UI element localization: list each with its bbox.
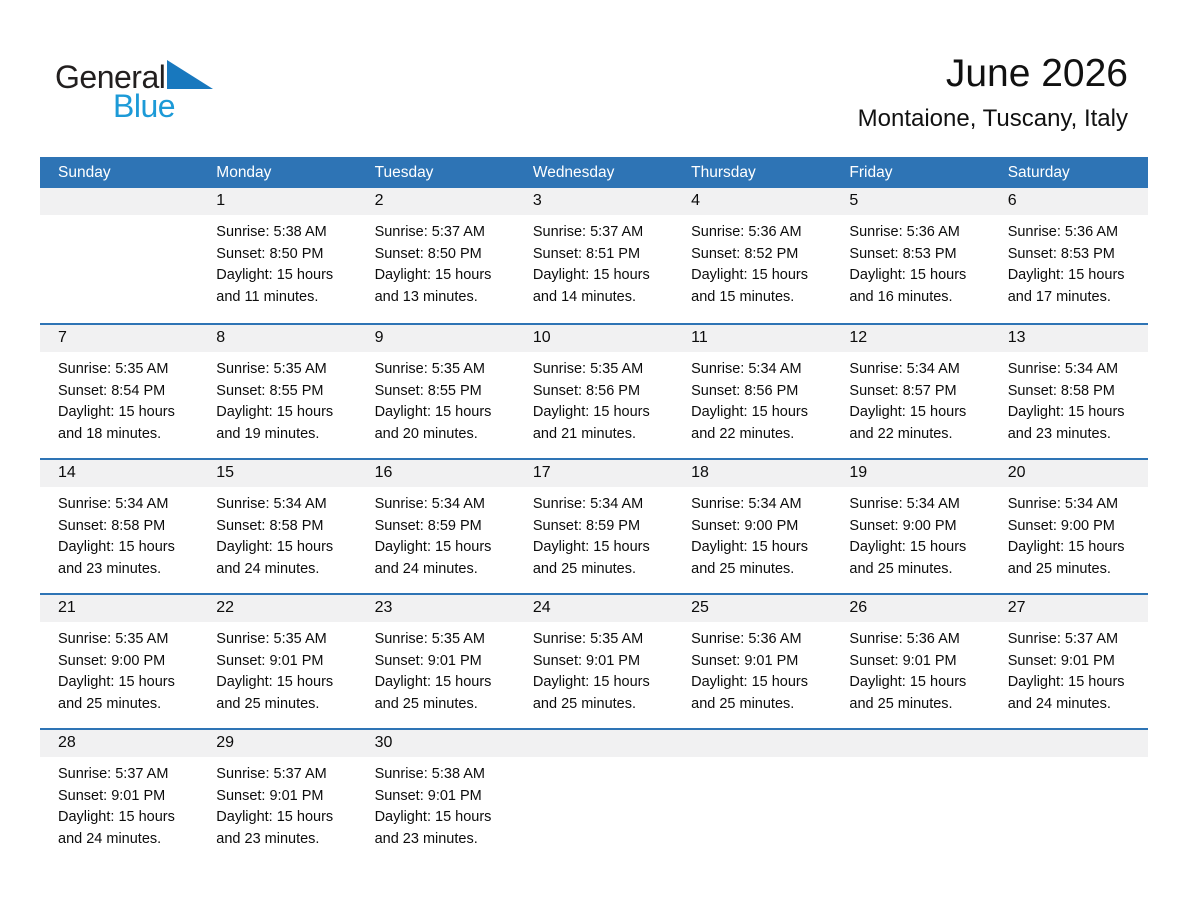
sunrise-text: Sunrise: 5:35 AM (532, 631, 644, 647)
sunrise-text: Sunrise: 5:35 AM (58, 631, 169, 647)
daylight-text-line1: Daylight: 15 hours (532, 674, 650, 690)
sunrise-text: Sunrise: 5:37 AM (374, 224, 485, 240)
day-cell-10 (515, 325, 673, 458)
sunset-text: Sunset: 9:00 PM (58, 652, 166, 669)
day-number: 16 (357, 460, 515, 487)
day-details (831, 215, 989, 308)
weekday-label-saturday: Saturday (1007, 163, 1070, 181)
sunrise-text: Sunrise: 5:37 AM (58, 766, 169, 782)
day-cell-2 (357, 188, 515, 323)
weekday-label-monday: Monday (216, 163, 272, 181)
daylight-text-line2: and 25 minutes. (691, 695, 795, 712)
day-details (831, 487, 989, 580)
daylight-text-line2: and 25 minutes. (58, 695, 162, 712)
day-details (357, 352, 515, 445)
daylight-text-line2: and 25 minutes. (374, 695, 478, 712)
day-cell-28 (40, 730, 198, 863)
sunset-text: Sunset: 8:57 PM (849, 382, 957, 399)
sunrise-text: Sunrise: 5:35 AM (58, 361, 169, 377)
day-number: 6 (990, 188, 1148, 215)
daylight-text-line2: and 24 minutes. (374, 560, 478, 577)
day-details (40, 622, 198, 715)
sunset-text: Sunset: 8:59 PM (374, 517, 482, 534)
day-details (673, 487, 831, 580)
day-cell-13 (990, 325, 1148, 458)
day-number: 20 (990, 460, 1148, 487)
weekday-label-thursday: Thursday (691, 163, 756, 181)
day-details (198, 757, 356, 850)
daylight-text-line2: and 16 minutes. (849, 288, 953, 305)
sunset-text: Sunset: 9:01 PM (374, 652, 482, 669)
day-cell-18 (673, 460, 831, 593)
weekday-label-wednesday: Wednesday (532, 163, 615, 181)
weekday-label-tuesday: Tuesday (374, 163, 434, 181)
daylight-text-line1: Daylight: 15 hours (374, 267, 492, 283)
sunset-text: Sunset: 9:01 PM (532, 652, 641, 669)
sunset-text: Sunset: 9:01 PM (691, 652, 799, 669)
day-cell-21 (40, 595, 198, 728)
day-cell-empty (40, 188, 198, 323)
sunset-text: Sunset: 8:56 PM (691, 382, 799, 399)
day-number: 13 (990, 325, 1148, 352)
day-details (831, 352, 989, 445)
weekday-label-sunday: Sunday (58, 163, 111, 181)
daylight-text-line2: and 24 minutes. (1007, 695, 1111, 712)
day-cell-5 (831, 188, 989, 323)
daylight-text-line2: and 23 minutes. (374, 830, 478, 847)
daylight-text-line2: and 19 minutes. (216, 425, 320, 442)
daylight-text-line2: and 22 minutes. (849, 425, 953, 442)
day-cell-12 (831, 325, 989, 458)
sunrise-text: Sunrise: 5:36 AM (691, 224, 802, 240)
day-number (831, 730, 989, 757)
calendar-table (40, 157, 1148, 863)
day-number: 19 (831, 460, 989, 487)
daylight-text-line1: Daylight: 15 hours (849, 404, 967, 420)
day-number: 27 (990, 595, 1148, 622)
page-title: June 2026 (945, 52, 1128, 95)
sunrise-text: Sunrise: 5:37 AM (532, 224, 644, 240)
daylight-text-line1: Daylight: 15 hours (1007, 539, 1125, 555)
daylight-text-line2: and 25 minutes. (1007, 560, 1111, 577)
day-number (40, 188, 198, 215)
sunrise-text: Sunrise: 5:34 AM (1007, 496, 1119, 512)
daylight-text-line1: Daylight: 15 hours (58, 809, 175, 825)
day-details (357, 622, 515, 715)
daylight-text-line2: and 13 minutes. (374, 288, 478, 305)
sunset-text: Sunset: 9:01 PM (216, 652, 324, 669)
day-cell-20 (990, 460, 1148, 593)
day-number: 2 (357, 188, 515, 215)
sunrise-text: Sunrise: 5:34 AM (849, 361, 960, 377)
day-number (990, 730, 1148, 757)
sunrise-text: Sunrise: 5:34 AM (58, 496, 169, 512)
day-number: 11 (673, 325, 831, 352)
daylight-text-line1: Daylight: 15 hours (216, 674, 334, 690)
day-cell-empty (515, 730, 673, 863)
sunrise-text: Sunrise: 5:35 AM (216, 631, 327, 647)
day-details (357, 757, 515, 850)
daylight-text-line2: and 14 minutes. (532, 288, 637, 305)
daylight-text-line2: and 25 minutes. (849, 695, 953, 712)
day-number: 30 (357, 730, 515, 757)
sunset-text: Sunset: 8:56 PM (532, 382, 641, 399)
calendar-grid (40, 188, 1148, 863)
sunrise-text: Sunrise: 5:34 AM (532, 496, 644, 512)
sunrise-text: Sunrise: 5:34 AM (216, 496, 327, 512)
daylight-text-line1: Daylight: 15 hours (216, 267, 334, 283)
logo-text-blue: Blue (113, 88, 176, 124)
day-cell-27 (990, 595, 1148, 728)
day-number: 29 (198, 730, 356, 757)
day-details (515, 622, 673, 715)
day-number: 3 (515, 188, 673, 215)
sunset-text: Sunset: 9:01 PM (374, 787, 482, 804)
sunset-text: Sunset: 8:53 PM (1007, 245, 1115, 262)
daylight-text-line1: Daylight: 15 hours (58, 404, 175, 420)
day-cell-26 (831, 595, 989, 728)
week-row (40, 593, 1148, 728)
sunrise-text: Sunrise: 5:34 AM (1007, 361, 1119, 377)
daylight-text-line2: and 18 minutes. (58, 425, 162, 442)
day-details (198, 622, 356, 715)
day-cell-4 (673, 188, 831, 323)
day-cell-6 (990, 188, 1148, 323)
week-row (40, 323, 1148, 458)
day-number: 4 (673, 188, 831, 215)
daylight-text-line1: Daylight: 15 hours (1007, 674, 1125, 690)
day-cell-11 (673, 325, 831, 458)
sunrise-text: Sunrise: 5:34 AM (849, 496, 960, 512)
day-cell-22 (198, 595, 356, 728)
daylight-text-line2: and 24 minutes. (58, 830, 162, 847)
day-cell-14 (40, 460, 198, 593)
daylight-text-line1: Daylight: 15 hours (1007, 267, 1125, 283)
day-number: 5 (831, 188, 989, 215)
daylight-text-line1: Daylight: 15 hours (849, 674, 967, 690)
sunrise-text: Sunrise: 5:38 AM (216, 224, 327, 240)
day-cell-empty (673, 730, 831, 863)
day-number: 22 (198, 595, 356, 622)
sunrise-text: Sunrise: 5:34 AM (691, 361, 802, 377)
day-number: 23 (357, 595, 515, 622)
day-details (990, 622, 1148, 715)
daylight-text-line1: Daylight: 15 hours (216, 809, 334, 825)
weekday-header-row (40, 157, 1148, 188)
sunset-text: Sunset: 9:01 PM (1007, 652, 1115, 669)
daylight-text-line2: and 24 minutes. (216, 560, 320, 577)
day-details (515, 352, 673, 445)
daylight-text-line2: and 11 minutes. (216, 288, 319, 305)
day-cell-17 (515, 460, 673, 593)
day-details (990, 487, 1148, 580)
day-number: 18 (673, 460, 831, 487)
daylight-text-line1: Daylight: 15 hours (1007, 404, 1125, 420)
daylight-text-line2: and 15 minutes. (691, 288, 795, 305)
day-details (515, 215, 673, 308)
sunset-text: Sunset: 9:01 PM (849, 652, 957, 669)
daylight-text-line1: Daylight: 15 hours (58, 539, 175, 555)
day-details (673, 215, 831, 308)
daylight-text-line1: Daylight: 15 hours (849, 539, 967, 555)
daylight-text-line2: and 23 minutes. (58, 560, 162, 577)
day-number: 14 (40, 460, 198, 487)
day-cell-16 (357, 460, 515, 593)
day-cell-19 (831, 460, 989, 593)
day-details (515, 487, 673, 580)
sunset-text: Sunset: 8:55 PM (374, 382, 482, 399)
daylight-text-line1: Daylight: 15 hours (374, 674, 492, 690)
sunrise-text: Sunrise: 5:35 AM (532, 361, 644, 377)
day-number: 12 (831, 325, 989, 352)
sunset-text: Sunset: 8:54 PM (58, 382, 166, 399)
day-number: 8 (198, 325, 356, 352)
sunrise-text: Sunrise: 5:35 AM (216, 361, 327, 377)
day-details (673, 352, 831, 445)
daylight-text-line2: and 22 minutes. (691, 425, 795, 442)
daylight-text-line1: Daylight: 15 hours (691, 674, 808, 690)
day-number (673, 730, 831, 757)
sunset-text: Sunset: 9:01 PM (216, 787, 324, 804)
daylight-text-line2: and 17 minutes. (1007, 288, 1111, 305)
daylight-text-line2: and 25 minutes. (216, 695, 320, 712)
sunset-text: Sunset: 9:00 PM (1007, 517, 1115, 534)
sunrise-text: Sunrise: 5:37 AM (1007, 631, 1119, 647)
sunrise-text: Sunrise: 5:34 AM (374, 496, 485, 512)
logo-text-general: General (55, 59, 166, 95)
general-blue-logo (55, 58, 213, 125)
daylight-text-line2: and 23 minutes. (1007, 425, 1111, 442)
week-row (40, 728, 1148, 863)
day-cell-25 (673, 595, 831, 728)
sunset-text: Sunset: 8:58 PM (58, 517, 166, 534)
daylight-text-line1: Daylight: 15 hours (532, 267, 650, 283)
daylight-text-line1: Daylight: 15 hours (849, 267, 967, 283)
daylight-text-line1: Daylight: 15 hours (58, 674, 175, 690)
day-details (40, 487, 198, 580)
day-number (515, 730, 673, 757)
daylight-text-line1: Daylight: 15 hours (691, 267, 808, 283)
day-number: 25 (673, 595, 831, 622)
day-cell-30 (357, 730, 515, 863)
daylight-text-line1: Daylight: 15 hours (691, 539, 808, 555)
day-cell-15 (198, 460, 356, 593)
sunset-text: Sunset: 8:59 PM (532, 517, 641, 534)
day-cell-29 (198, 730, 356, 863)
daylight-text-line2: and 25 minutes. (691, 560, 795, 577)
daylight-text-line2: and 25 minutes. (532, 695, 637, 712)
day-details (40, 757, 198, 850)
day-number: 7 (40, 325, 198, 352)
title-block (858, 52, 1128, 133)
day-cell-24 (515, 595, 673, 728)
daylight-text-line2: and 25 minutes. (532, 560, 637, 577)
week-row (40, 458, 1148, 593)
sunrise-text: Sunrise: 5:34 AM (691, 496, 802, 512)
sunset-text: Sunset: 8:50 PM (374, 245, 482, 262)
day-cell-23 (357, 595, 515, 728)
daylight-text-line2: and 25 minutes. (849, 560, 953, 577)
daylight-text-line1: Daylight: 15 hours (374, 809, 492, 825)
day-details (198, 487, 356, 580)
day-details (40, 352, 198, 445)
day-number: 28 (40, 730, 198, 757)
day-cell-9 (357, 325, 515, 458)
sunrise-text: Sunrise: 5:36 AM (849, 224, 960, 240)
daylight-text-line1: Daylight: 15 hours (691, 404, 808, 420)
day-details (673, 622, 831, 715)
daylight-text-line1: Daylight: 15 hours (532, 404, 650, 420)
day-details (357, 215, 515, 308)
day-number: 24 (515, 595, 673, 622)
sunset-text: Sunset: 8:52 PM (691, 245, 799, 262)
daylight-text-line2: and 20 minutes. (374, 425, 478, 442)
sunrise-text: Sunrise: 5:38 AM (374, 766, 485, 782)
day-cell-1 (198, 188, 356, 323)
sunset-text: Sunset: 9:00 PM (849, 517, 957, 534)
sunset-text: Sunset: 8:58 PM (1007, 382, 1115, 399)
weekday-label-friday: Friday (849, 163, 893, 181)
sunrise-text: Sunrise: 5:36 AM (1007, 224, 1119, 240)
day-cell-empty (990, 730, 1148, 863)
day-details (831, 622, 989, 715)
sunrise-text: Sunrise: 5:35 AM (374, 631, 485, 647)
day-details (990, 352, 1148, 445)
daylight-text-line1: Daylight: 15 hours (216, 539, 334, 555)
day-number: 21 (40, 595, 198, 622)
day-cell-8 (198, 325, 356, 458)
sunset-text: Sunset: 8:51 PM (532, 245, 641, 262)
day-cell-7 (40, 325, 198, 458)
day-number: 10 (515, 325, 673, 352)
sunrise-text: Sunrise: 5:36 AM (849, 631, 960, 647)
week-row (40, 188, 1148, 323)
sunset-text: Sunset: 8:58 PM (216, 517, 324, 534)
daylight-text-line1: Daylight: 15 hours (374, 539, 492, 555)
sunset-text: Sunset: 8:50 PM (216, 245, 324, 262)
daylight-text-line1: Daylight: 15 hours (374, 404, 492, 420)
day-number: 26 (831, 595, 989, 622)
day-details (198, 215, 356, 308)
day-details (990, 215, 1148, 308)
daylight-text-line1: Daylight: 15 hours (532, 539, 650, 555)
day-cell-3 (515, 188, 673, 323)
day-number: 15 (198, 460, 356, 487)
page-subtitle: Montaione, Tuscany, Italy (857, 105, 1128, 132)
day-number: 1 (198, 188, 356, 215)
sunrise-text: Sunrise: 5:36 AM (691, 631, 802, 647)
sunrise-text: Sunrise: 5:35 AM (374, 361, 485, 377)
sunset-text: Sunset: 8:53 PM (849, 245, 957, 262)
sunrise-text: Sunrise: 5:37 AM (216, 766, 327, 782)
day-cell-empty (831, 730, 989, 863)
day-number: 17 (515, 460, 673, 487)
daylight-text-line2: and 21 minutes. (532, 425, 637, 442)
daylight-text-line2: and 23 minutes. (216, 830, 320, 847)
day-number: 9 (357, 325, 515, 352)
daylight-text-line1: Daylight: 15 hours (216, 404, 334, 420)
sunset-text: Sunset: 9:00 PM (691, 517, 799, 534)
sunset-text: Sunset: 8:55 PM (216, 382, 324, 399)
day-details (198, 352, 356, 445)
day-details (357, 487, 515, 580)
sunset-text: Sunset: 9:01 PM (58, 787, 166, 804)
